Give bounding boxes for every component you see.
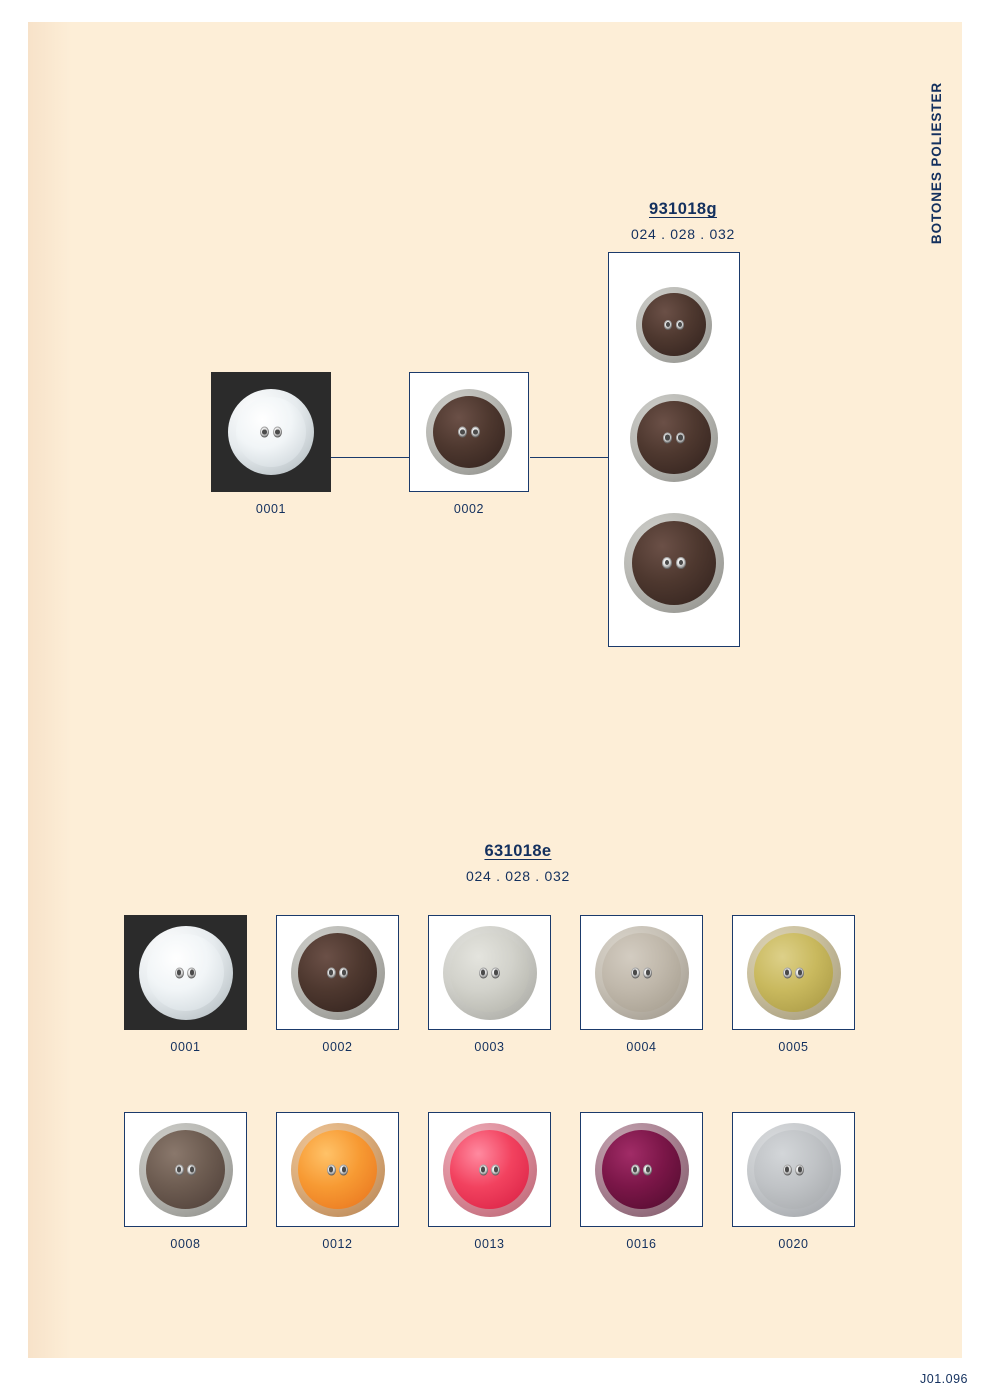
button-size-032 [624,513,724,613]
swatch-caption-g2-0013: 0013 [474,1237,505,1251]
button-size-024 [636,287,712,363]
group-heading-931018g [588,200,778,242]
swatch-caption-g2-0012: 0012 [322,1237,353,1251]
swatch-frame-g1-0002[interactable] [409,372,529,492]
catalogue-sheet [28,22,962,1358]
size-column-frame-931018g[interactable] [608,252,740,647]
button-g2-0005 [747,926,841,1020]
swatch-frame-g2-0016[interactable] [580,1112,703,1227]
button-g2-0003 [443,926,537,1020]
button-size-028 [630,394,718,482]
button-g2-0008 [139,1123,233,1217]
swatch-caption-g2-0020: 0020 [778,1237,809,1251]
page-section-title: BOTONES POLIESTER [929,82,944,245]
swatch-caption-g2-0008: 0008 [170,1237,201,1251]
group-heading-631018e [423,842,613,884]
button-g1-0002 [426,389,512,475]
swatch-frame-g2-0003[interactable] [428,915,551,1030]
swatch-caption-g1-0002: 0002 [453,502,485,516]
button-g1-0001 [228,389,314,475]
swatch-frame-g2-0012[interactable] [276,1112,399,1227]
button-g2-0004 [595,926,689,1020]
button-g2-0013 [443,1123,537,1217]
swatch-caption-g2-0001: 0001 [170,1040,201,1054]
group-sizes: 024 . 028 . 032 [631,226,735,242]
swatch-frame-g2-0005[interactable] [732,915,855,1030]
swatch-frame-g2-0004[interactable] [580,915,703,1030]
swatch-frame-g2-0002[interactable] [276,915,399,1030]
swatch-frame-g2-0001[interactable] [124,915,247,1030]
button-g2-0020 [747,1123,841,1217]
swatch-frame-g1-0001[interactable] [211,372,331,492]
swatch-frame-g2-0020[interactable] [732,1112,855,1227]
page-footer-code: J01.096 [920,1372,968,1386]
swatch-caption-g2-0002: 0002 [322,1040,353,1054]
button-g2-0012 [291,1123,385,1217]
button-g2-0002 [291,926,385,1020]
button-holes [458,427,480,438]
swatch-caption-g1-0001: 0001 [255,502,287,516]
swatch-caption-g2-0003: 0003 [474,1040,505,1054]
group-code: 931018g [649,200,717,218]
swatch-caption-g2-0005: 0005 [778,1040,809,1054]
swatch-frame-g2-0008[interactable] [124,1112,247,1227]
connector-line [330,457,410,458]
button-holes [260,427,282,438]
button-g2-0001 [139,926,233,1020]
swatch-caption-g2-0016: 0016 [626,1237,657,1251]
swatch-frame-g2-0013[interactable] [428,1112,551,1227]
group-code: 631018e [484,842,552,860]
button-g2-0016 [595,1123,689,1217]
connector-line [530,457,610,458]
swatch-caption-g2-0004: 0004 [626,1040,657,1054]
group-sizes: 024 . 028 . 032 [466,868,570,884]
